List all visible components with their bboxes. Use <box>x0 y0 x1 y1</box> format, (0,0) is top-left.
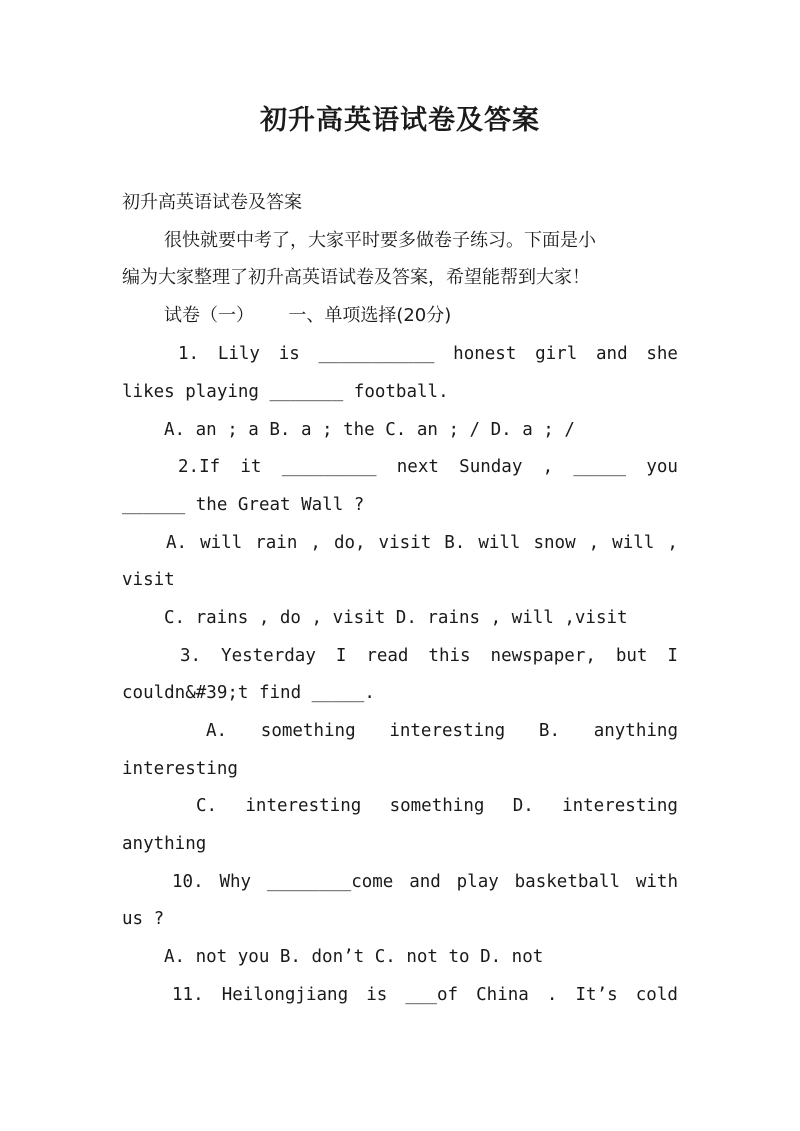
q11-blank: ___of <box>405 985 459 1005</box>
question-1-line-2: likes playing _______ football. <box>122 382 449 402</box>
q10-word: play <box>456 872 499 892</box>
q2-word: it <box>240 457 262 477</box>
q2-opt-word: A. <box>166 533 188 553</box>
question-3-options-2-cont: anything <box>122 834 207 854</box>
q11-word: China <box>476 985 529 1005</box>
q2-opt-word: will <box>478 533 521 553</box>
q11-word: 11. <box>172 985 204 1005</box>
q3-word: but <box>615 646 648 666</box>
question-10-line-1 <box>172 870 678 894</box>
question-10-line-2: us ? <box>122 909 165 929</box>
q10-word: 10. <box>172 872 204 892</box>
q3-word: I <box>667 646 678 666</box>
q2-word: next <box>396 457 439 477</box>
question-2-options-1-cont: visit <box>122 570 175 590</box>
intro-line-1: 很快就要中考了，大家平时要多做卷子练习。下面是小 <box>164 230 596 251</box>
question-3-line-2: couldn&#39;t find _____. <box>122 683 375 703</box>
q2-opt-word: , <box>667 533 678 553</box>
q11-word: . <box>546 985 558 1005</box>
q1-word: honest <box>453 344 517 364</box>
q3-word: I <box>335 646 347 666</box>
q1-word: Lily <box>217 344 260 364</box>
q3-opt-word: interesting <box>245 796 362 816</box>
q2-word: 2.If <box>178 457 221 477</box>
q2-opt-word: snow <box>533 533 576 553</box>
q11-word: It’s <box>575 985 618 1005</box>
q2-word: Sunday <box>459 457 523 477</box>
q3-opt-word: B. <box>538 721 560 741</box>
q3-word: read <box>366 646 409 666</box>
q1-word: and <box>596 344 628 364</box>
q3-word: newspaper, <box>490 646 596 666</box>
question-3-options-1 <box>206 719 678 743</box>
q10-word: and <box>409 872 441 892</box>
question-1-line-1 <box>178 342 678 366</box>
question-2-line-2: ______ the Great Wall ? <box>122 495 365 515</box>
q10-word: with <box>635 872 678 892</box>
q2-opt-word: visit <box>378 533 432 553</box>
q2-opt-word: will <box>612 533 655 553</box>
q2-word: , <box>542 457 554 477</box>
question-1-options: A. an ; a B. a ; the C. an ; / D. a ; / <box>164 420 575 440</box>
q2-opt-word: will <box>200 533 243 553</box>
q2-blank: _________ <box>281 457 377 477</box>
q2-word: you <box>646 457 678 477</box>
q2-opt-word: do, <box>333 533 366 553</box>
q1-word: 1. <box>178 344 200 364</box>
q2-opt-word: , <box>310 533 321 553</box>
q2-opt-word: B. <box>444 533 466 553</box>
q3-opt-word: something <box>389 796 485 816</box>
question-10-options: A. not you B. don’t C. not to D. not <box>164 947 544 967</box>
q1-blank: ___________ <box>318 344 435 364</box>
question-2-options-1 <box>166 531 678 555</box>
document-title: 初升高英语试卷及答案 <box>260 105 540 136</box>
q10-word: basketball <box>514 872 620 892</box>
q3-opt-word: anything <box>593 721 678 741</box>
q3-opt-word: D. <box>512 796 534 816</box>
question-11-line-1 <box>172 983 678 1007</box>
q2-opt-word: , <box>588 533 600 553</box>
question-2-options-2: C. rains , do , visit D. rains , will ,visit <box>164 608 628 628</box>
section-header: 试卷（一） 一、单项选择(20分) <box>164 305 452 326</box>
q3-opt-word: interesting <box>389 721 506 741</box>
q11-word: Heilongjiang <box>221 985 349 1005</box>
q1-word: she <box>646 344 678 364</box>
q3-opt-word: interesting <box>562 796 678 816</box>
q2-blank: _____ <box>573 457 627 477</box>
intro-line-2: 编为大家整理了初升高英语试卷及答案，希望能帮到大家！ <box>122 267 590 288</box>
q10-blank: ________come <box>266 872 394 892</box>
q11-word: is <box>366 985 388 1005</box>
document-subtitle: 初升高英语试卷及答案 <box>122 192 302 213</box>
question-3-options-2 <box>196 794 678 818</box>
q3-opt-word: C. <box>196 796 218 816</box>
q3-opt-word: A. <box>206 721 228 741</box>
q1-word: is <box>278 344 300 364</box>
q3-opt-word: something <box>260 721 356 741</box>
q1-word: girl <box>535 344 578 364</box>
q11-word: cold <box>635 985 678 1005</box>
question-2-line-1 <box>178 455 678 479</box>
question-3-line-1 <box>180 644 678 668</box>
q2-opt-word: rain <box>255 533 298 553</box>
q3-word: Yesterday <box>221 646 316 666</box>
q3-word: 3. <box>180 646 202 666</box>
question-3-options-1-cont: interesting <box>122 759 238 779</box>
q3-word: this <box>428 646 471 666</box>
q10-word: Why <box>219 872 252 892</box>
